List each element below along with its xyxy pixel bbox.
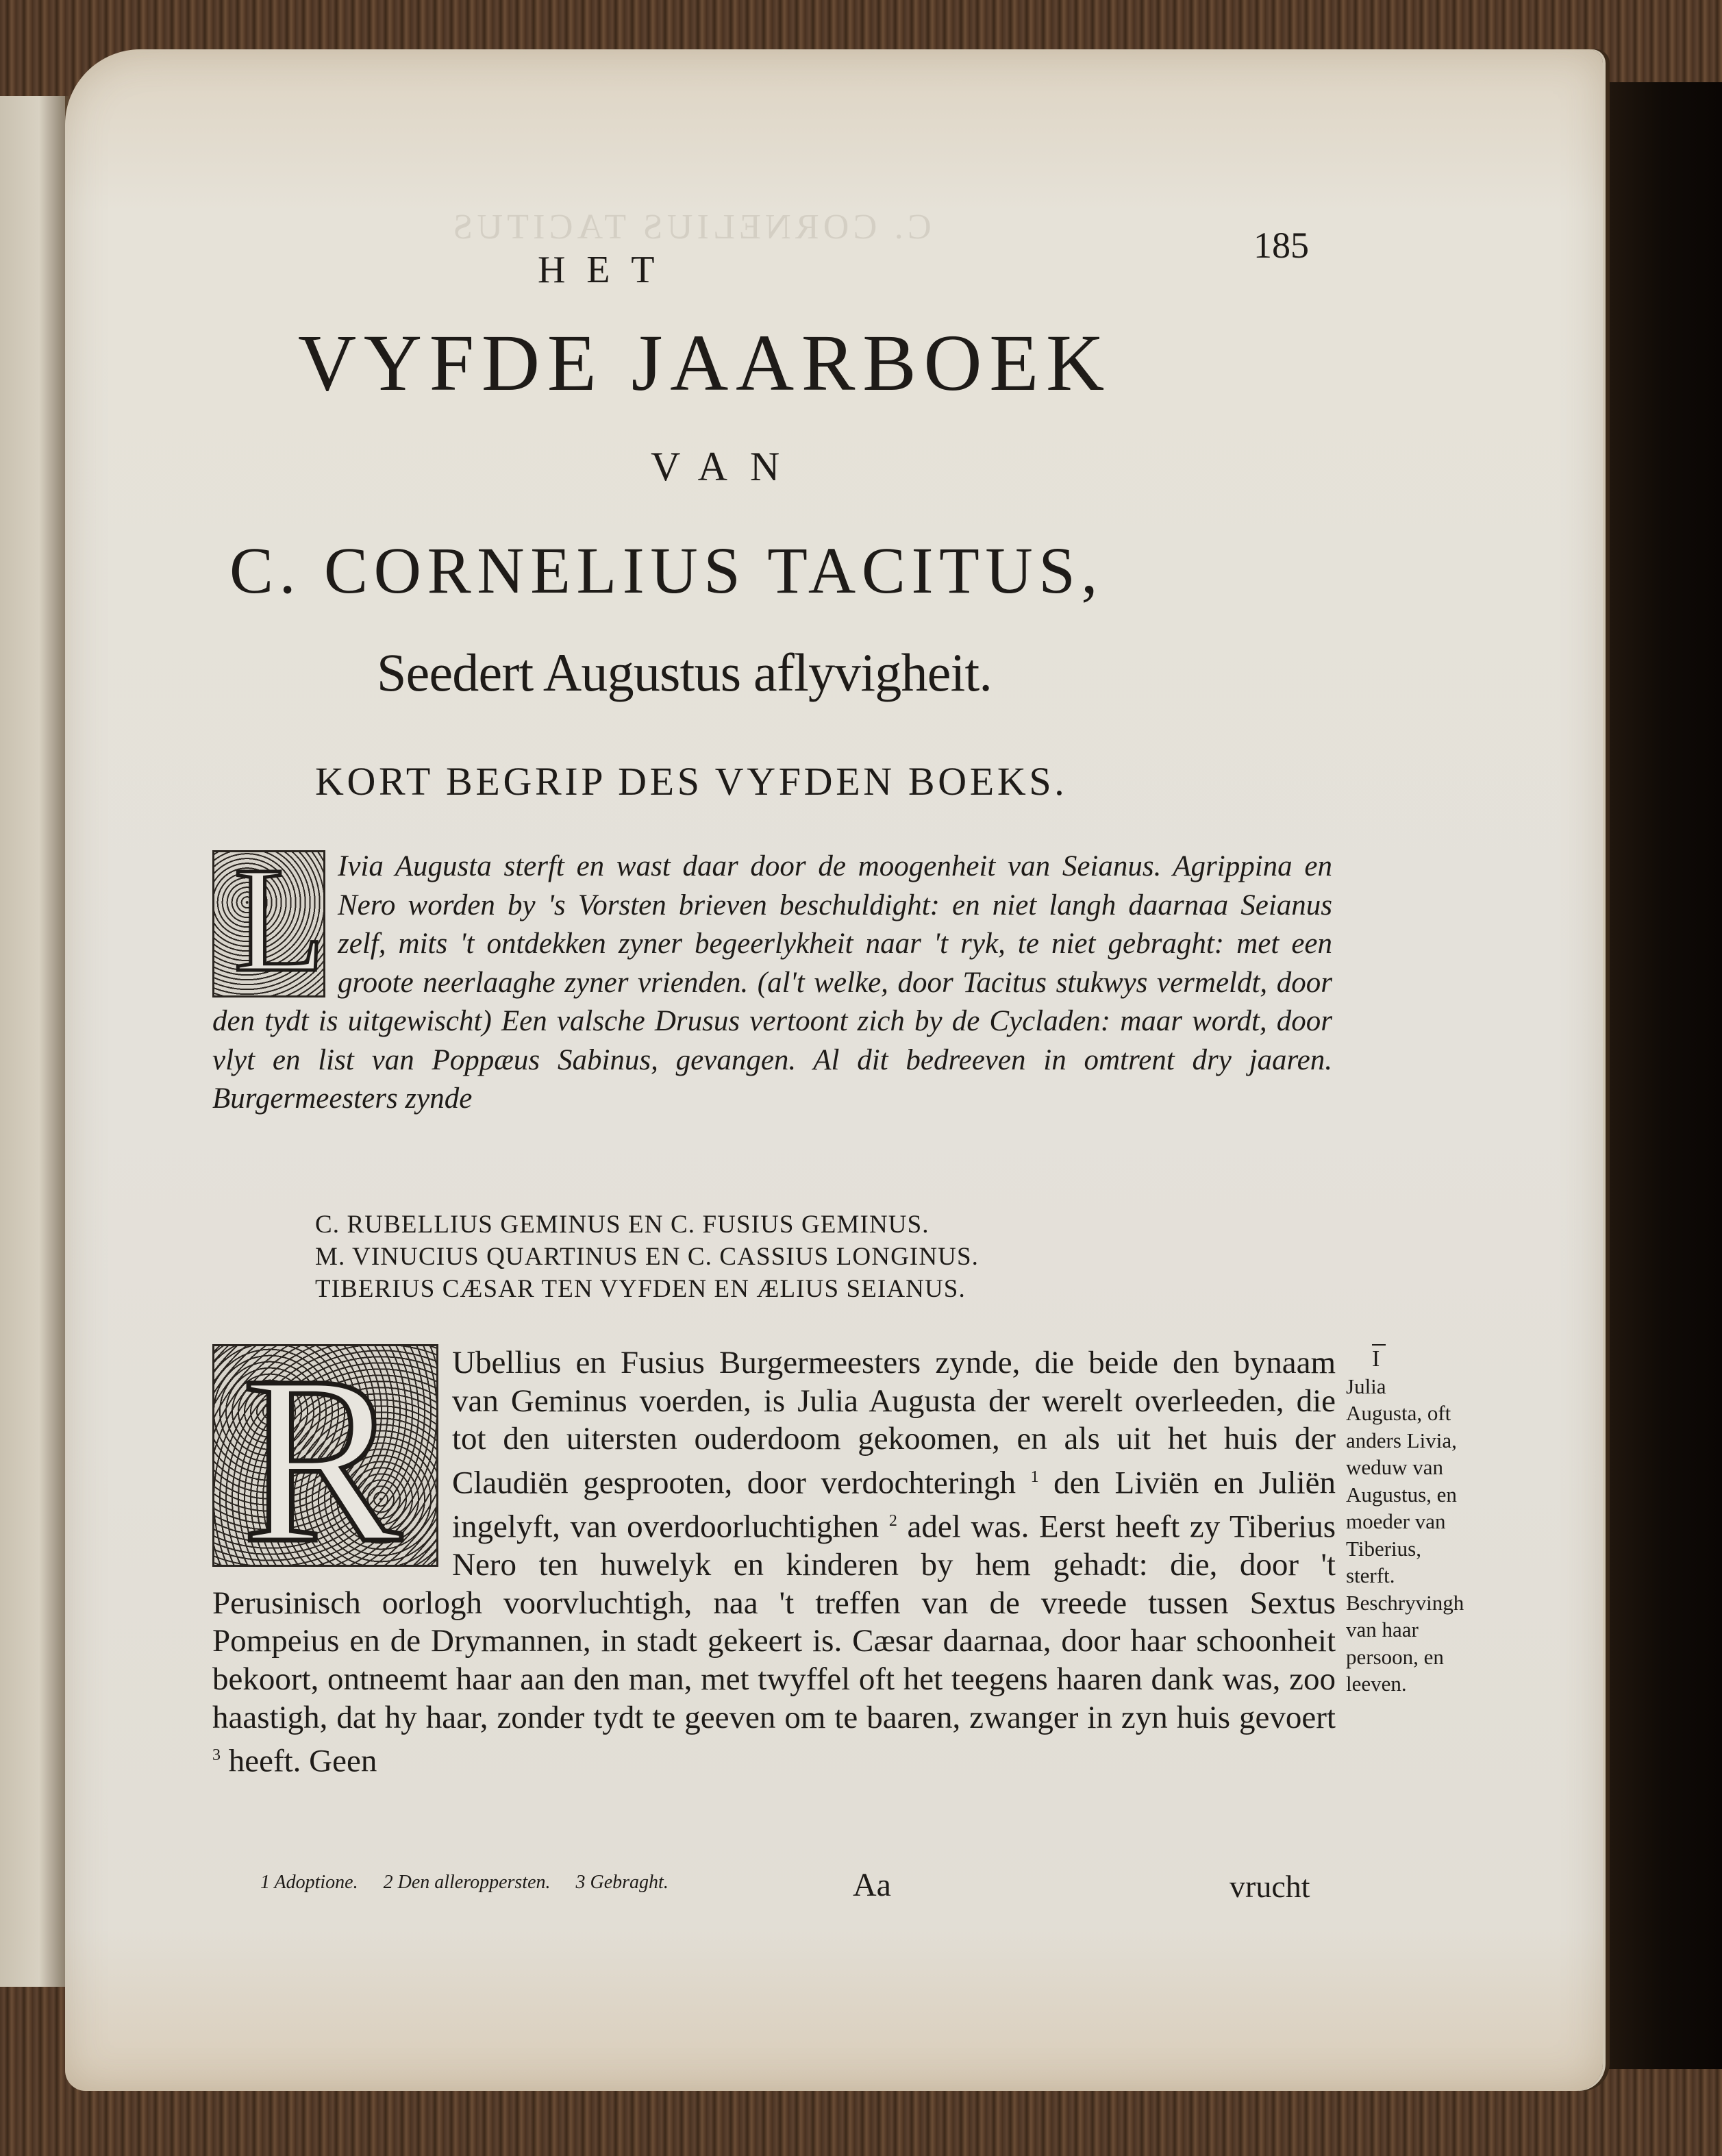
consul-line: M. VINUCIUS QUARTINUS EN C. CASSIUS LONGINUS. xyxy=(315,1243,979,1271)
footnotes xyxy=(260,1872,689,1894)
book-page xyxy=(65,49,1603,2091)
footnote: 1 Adoptione. xyxy=(260,1872,358,1893)
body-text-part: den Liviën en Juliën ingelyft, van overdoorluchtighen xyxy=(452,1465,1336,1545)
signature-mark: Aa xyxy=(853,1867,891,1903)
footnote-ref: 3 xyxy=(212,1746,221,1765)
footnote-ref: 2 xyxy=(888,1512,897,1531)
consul-line: TIBERIUS CÆSAR TEN VYFDEN EN ÆLIUS SEIANUS. xyxy=(315,1275,966,1303)
footnote: 3 Gebraght. xyxy=(575,1872,669,1893)
chapter-abstract xyxy=(212,836,1332,1119)
title-line-van: VAN xyxy=(651,444,803,489)
body-text-part: Ubellius en Fusius Burgermeesters zynde, die beide den bynaam van Geminus voerden, is Julia Augusta der werelt overleeden, die tot den uitersten ouderdoom gekoomen, en als uit het huis der Claudiën gesprooten, door verdochteringh xyxy=(452,1345,1336,1501)
marginal-note-text: Julia Augusta, oft anders Livia, weduw van Augustus, en moeder van Tiberius, sterft. Beschryvingh van haar persoon, en leeven. xyxy=(1346,1374,1464,1696)
main-text xyxy=(212,1326,1336,1781)
footnote-ref: 1 xyxy=(1030,1467,1039,1486)
page-number: 185 xyxy=(1253,225,1309,266)
consul-list xyxy=(315,1209,979,1305)
marginal-note-number: I xyxy=(1372,1344,1386,1373)
decorated-initial-r-icon: R xyxy=(212,1344,438,1567)
show-through-text: C. CORNELIUS TACITUS xyxy=(449,208,932,247)
abstract-text: Ivia Augusta sterft en wast daar door de moogenheit van Seianus. Agrippina en Nero worden by 's Vorsten brieven beschuldight: en niet langh daarnaa Seianus zelf, mits 't ontdekken zyner begeerlykheit naar 't ryk, te niet gebraght: met een groote neerlaaghe zyner vrienden. (al't welke, door Tacitus stukwys vermeldt, door den tydt is uitgewischt) Een valsche Drusus vertoont zich by de Cycladen: maar wordt, door vlyt en list van Poppæus Sabinus, gevangen. Al dit bedreeven in omtrent dry jaaren. Burgermeesters zynde xyxy=(212,850,1332,1115)
summary-heading: KORT BEGRIP DES VYFDEN BOEKS. xyxy=(315,759,1068,804)
title-author: C. CORNELIUS TACITUS, xyxy=(229,534,1104,607)
consul-line: C. RUBELLIUS GEMINUS EN C. FUSIUS GEMINUS. xyxy=(315,1211,929,1239)
marginal-note xyxy=(1346,1344,1466,1698)
title-line-het: HET xyxy=(538,249,676,291)
body-text-part: heeft. Geen xyxy=(228,1743,377,1779)
title-vyfde-jaarboek: VYFDE JAARBOEK xyxy=(298,318,1112,408)
facing-page-edge xyxy=(0,96,69,1987)
catchword: vrucht xyxy=(1230,1869,1310,1904)
decorated-initial-l-icon: L xyxy=(212,850,325,998)
footnote: 2 Den alleroppersten. xyxy=(383,1872,551,1893)
title-subtitle: Seedert Augustus aflyvigheit. xyxy=(377,643,993,702)
body-text-part: adel was. Eerst heeft zy Tiberius Nero ten huwelyk en kinderen by hem gehadt: die, door 't Perusinisch oorlogh voorvluchtigh, naa 't treffen van de vreede tussen Sextus Pompeius en de Drymannen, in stadt gekeert is. Cæsar daarnaa, door haar schoonheit bekoort, ontneemt haar aan den man, met twyffel oft het teegens haaren dank was, zoo haastigh, dat hy haar, zonder tydt te geeven om te baaren, zwanger in zyn huis gevoert xyxy=(212,1509,1336,1735)
